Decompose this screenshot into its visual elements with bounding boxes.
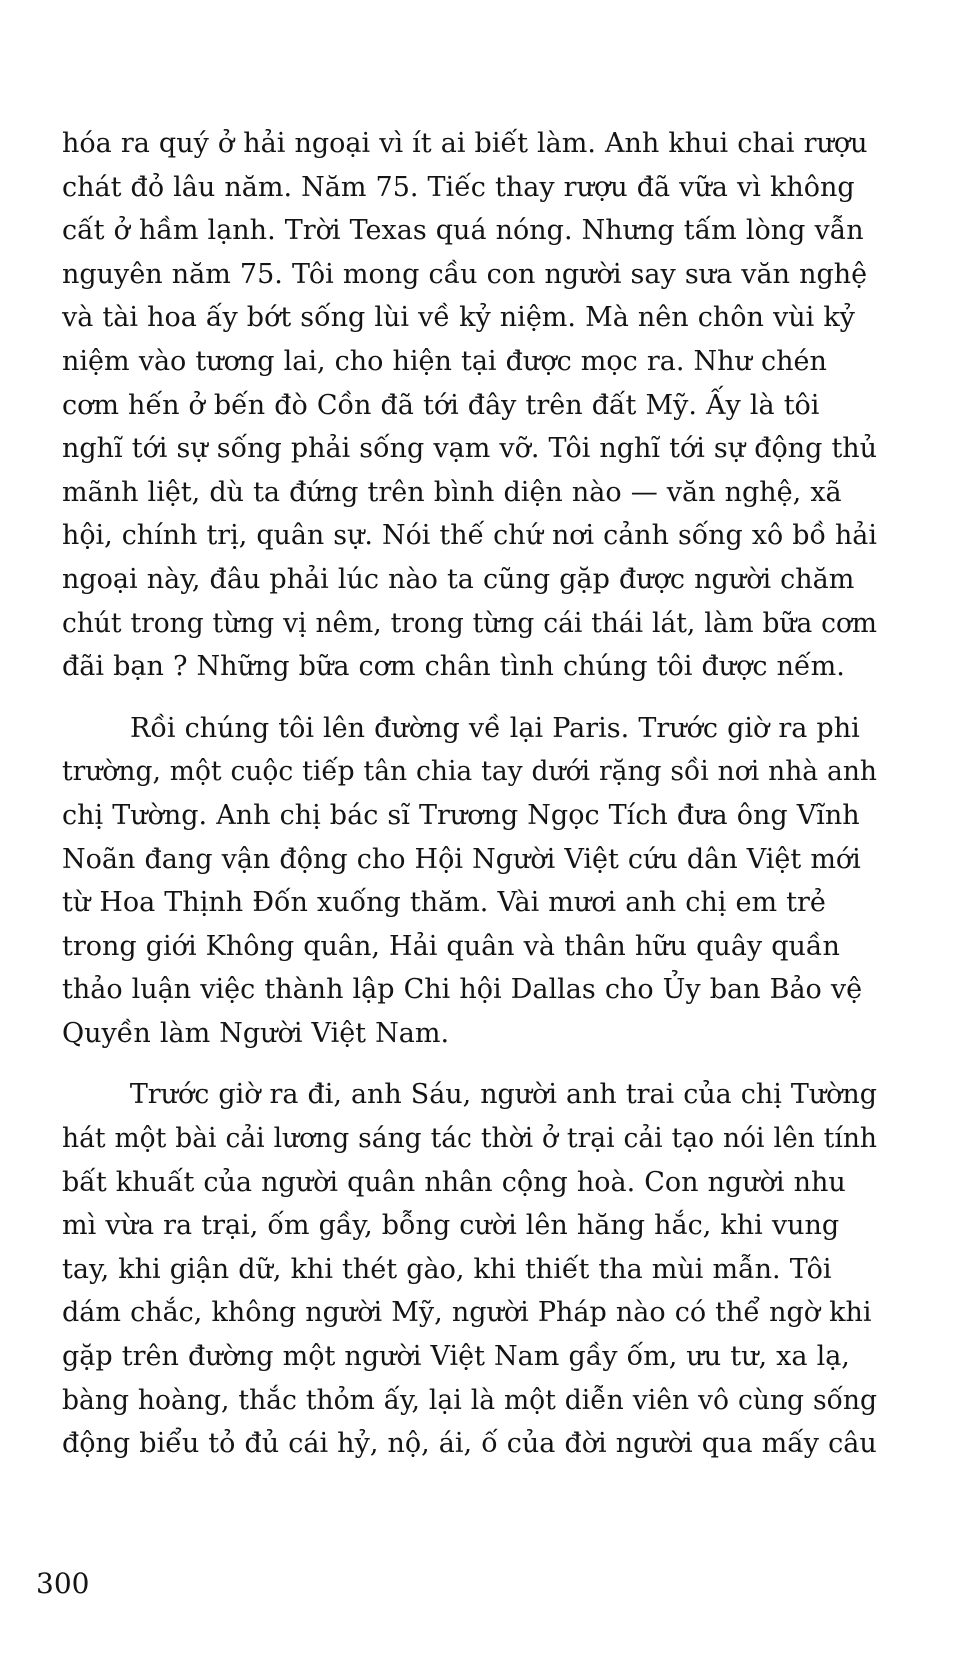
text-line: tay, khi giận dữ, khi thét gào, khi thiết tha mùi mẫn. Tôi <box>62 1253 832 1285</box>
text-line: nghĩ tới sự sống phải sống vạm vỡ. Tôi nghĩ tới sự động thủ <box>62 433 878 465</box>
paragraph-gap <box>62 689 877 707</box>
paragraph <box>62 122 877 689</box>
text-line: bàng hoàng, thắc thỏm ấy, lại là một diễn viên vô cùng sống <box>62 1384 878 1416</box>
text-line: mãnh liệt, dù ta đứng trên bình diện nào — văn nghệ, xã <box>62 476 842 508</box>
text-line: Quyền làm Người Việt Nam. <box>62 1017 450 1049</box>
text-line: Trước giờ ra đi, anh Sáu, người anh trai của chị Tường <box>129 1079 877 1111</box>
text-line: cơm hến ở bến đò Cồn đã tới đây trên đất Mỹ. Ấy là tôi <box>62 389 820 421</box>
body-text <box>62 122 877 1466</box>
text-line: đãi bạn ? Những bữa cơm chân tình chúng tôi được nếm. <box>62 651 845 683</box>
text-line: cất ở hầm lạnh. Trời Texas quá nóng. Nhưng tấm lòng vẫn <box>62 215 864 247</box>
text-line: động biểu tỏ đủ cái hỷ, nộ, ái, ố của đời người qua mấy câu <box>62 1428 877 1460</box>
text-line: ngoại này, đâu phải lúc nào ta cũng gặp được người chăm <box>62 563 855 595</box>
paragraph-gap <box>62 1055 877 1073</box>
text-line: mì vừa ra trại, ốm gầy, bỗng cười lên hăng hắc, khi vung <box>62 1210 840 1242</box>
text-line: niệm vào tương lai, cho hiện tại được mọc ra. Như chén <box>62 345 827 377</box>
text-line: thảo luận việc thành lập Chi hội Dallas cho Ủy ban Bảo vệ <box>62 974 863 1006</box>
text-line: từ Hoa Thịnh Đốn xuống thăm. Vài mươi anh chị em trẻ <box>62 887 826 919</box>
text-line: chút trong từng vị nêm, trong từng cái thái lát, làm bữa cơm <box>62 607 877 639</box>
text-line: Rồi chúng tôi lên đường về lại Paris. Trước giờ ra phi <box>130 712 860 744</box>
text-line: nguyên năm 75. Tôi mong cầu con người say sưa văn nghệ <box>62 258 868 290</box>
text-line: trường, một cuộc tiếp tân chia tay dưới rặng sồi nơi nhà anh <box>62 756 878 788</box>
text-line: trong giới Không quân, Hải quân và thân hữu quây quần <box>62 930 840 962</box>
text-line: hóa ra quý ở hải ngoại vì ít ai biết làm. Anh khui chai rượu <box>62 128 868 159</box>
text-line: dám chắc, không người Mỹ, người Pháp nào có thể ngờ khi <box>62 1297 872 1329</box>
page-number: 300 <box>36 1567 90 1600</box>
paragraph <box>62 1073 877 1465</box>
text-line: chát đỏ lâu năm. Năm 75. Tiếc thay rượu đã vữa vì không <box>62 171 855 203</box>
text-line: hội, chính trị, quân sự. Nói thế chứ nơi cảnh sống xô bồ hải <box>62 520 877 552</box>
text-line: chị Tường. Anh chị bác sĩ Trương Ngọc Tích đưa ông Vĩnh <box>62 799 860 831</box>
text-line: bất khuất của người quân nhân cộng hoà. Con người nhu <box>62 1166 846 1198</box>
text-line: gặp trên đường một người Việt Nam gầy ốm, ưu tư, xa lạ, <box>62 1341 850 1373</box>
paragraph <box>62 707 877 1056</box>
text-line: và tài hoa ấy bớt sống lùi về kỷ niệm. Mà nên chôn vùi kỷ <box>62 302 855 334</box>
text-line: Noãn đang vận động cho Hội Người Việt cứu dân Việt mới <box>62 843 861 875</box>
text-line: hát một bài cải lương sáng tác thời ở trại cải tạo nói lên tính <box>62 1123 878 1155</box>
